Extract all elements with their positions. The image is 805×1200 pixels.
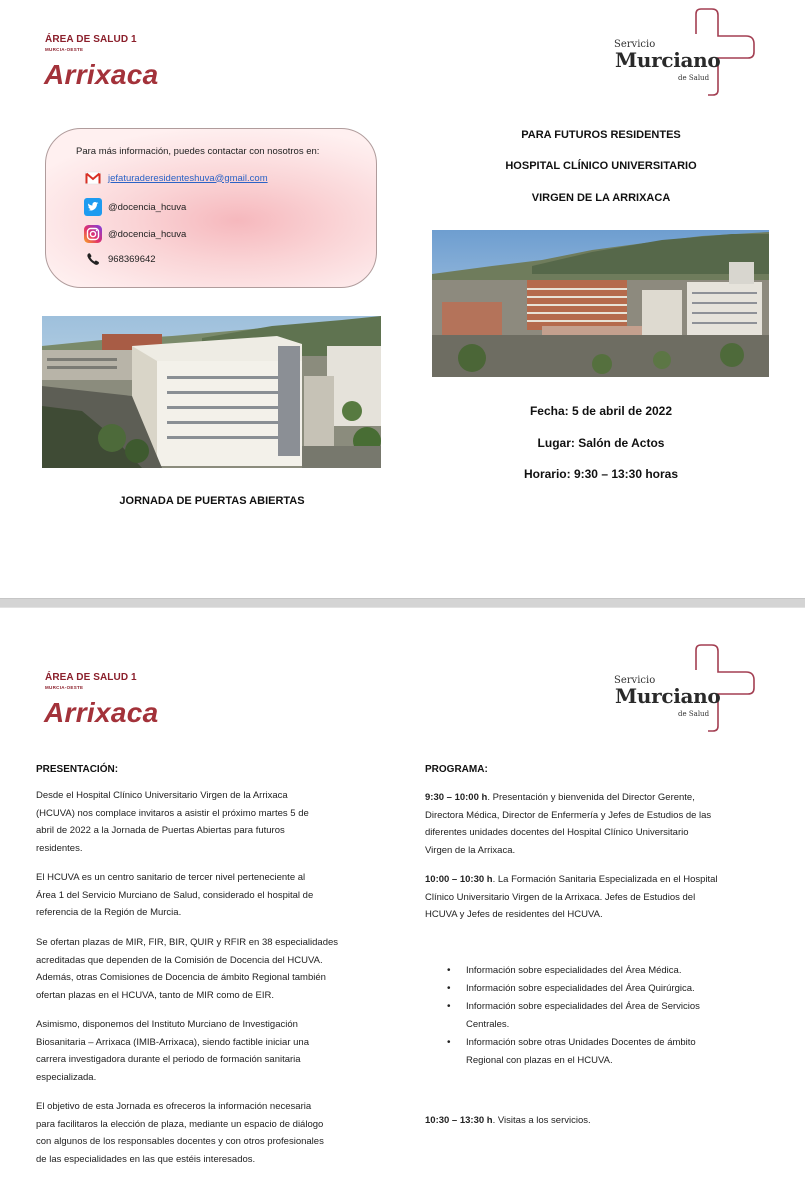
- logo-line-salud: de Salud: [678, 710, 710, 718]
- text-line: ofertan plazas en el HCUVA, tanto de MIR como de EIR.: [36, 989, 274, 1001]
- presentacion-paragraph-2: [36, 869, 396, 922]
- contact-phone-row[interactable]: [84, 250, 156, 268]
- list-item-text: Centrales.: [466, 1019, 510, 1030]
- text-line: Asimismo, disponemos del Instituto Murciano de Investigación: [36, 1019, 298, 1030]
- contact-instagram-handle[interactable]: @docencia_hcuva: [108, 228, 187, 240]
- contact-twitter-row[interactable]: [84, 198, 186, 216]
- jornada-title: JORNADA DE PUERTAS ABIERTAS: [119, 495, 305, 507]
- event-horario: Horario: 9:30 – 13:30 horas: [523, 467, 679, 481]
- contact-phone-number[interactable]: 968369642: [108, 253, 156, 265]
- list-item-text: Información sobre otras Unidades Docentes de ámbito: [466, 1037, 696, 1048]
- text-line: . Visitas a los servicios.: [492, 1115, 591, 1126]
- area-subtitle: MURCIA-OESTE: [45, 47, 84, 52]
- servicio-murciano-logo: [612, 642, 762, 734]
- text-line: especializada.: [36, 1071, 97, 1083]
- programa-bullet-list: [447, 962, 774, 1070]
- programa-session-1: [425, 789, 785, 859]
- presentacion-paragraph-4: [36, 1016, 396, 1086]
- headline-line-3: VIRGEN DE LA ARRIXACA: [531, 192, 671, 204]
- bullet-icon: •: [447, 983, 451, 994]
- bullet-icon: •: [447, 965, 451, 976]
- list-item: [447, 998, 774, 1016]
- servicio-murciano-logo: [612, 6, 762, 98]
- text-line: residentes.: [36, 842, 83, 854]
- list-item-text: Información sobre especialidades del Área Médica.: [466, 965, 682, 976]
- list-item: [447, 980, 774, 998]
- session-time: 10:00 – 10:30 h: [425, 874, 493, 885]
- list-item-continuation: [464, 1016, 774, 1034]
- phone-icon: [84, 250, 102, 268]
- text-line: El HCUVA es un centro sanitario de tercer nivel perteneciente al: [36, 872, 306, 883]
- session-time: 9:30 – 10:00 h: [425, 792, 488, 803]
- hospital-photo-right: [432, 230, 769, 377]
- text-line: . La Formación Sanitaria Especializada en el Hospital: [492, 874, 718, 885]
- programa-title: PROGRAMA:: [425, 764, 488, 775]
- list-item: [447, 962, 774, 980]
- list-item: [447, 1034, 774, 1052]
- area-title: ÁREA DE SALUD 1: [45, 672, 137, 683]
- programa-session-2: [425, 871, 785, 924]
- text-line: referencia de la Región de Murcia.: [36, 907, 182, 918]
- text-line: Directora Médica, Director de Enfermería y Jefes de Estudios de las: [425, 809, 712, 821]
- list-item-text: Información sobre especialidades del Área de Servicios: [466, 1001, 700, 1012]
- text-line: Desde el Hospital Clínico Universitario Virgen de la Arrixaca: [36, 790, 288, 801]
- headline-line-1: PARA FUTUROS RESIDENTES: [521, 129, 681, 141]
- gmail-icon: [84, 169, 102, 187]
- area-subtitle: MURCIA-OESTE: [45, 685, 84, 690]
- logo-line-servicio: Servicio: [614, 675, 656, 686]
- programa-session-3: [425, 1112, 785, 1130]
- arrixaca-logo: Arrixaca: [44, 697, 159, 728]
- presentacion-paragraph-5: [36, 1098, 396, 1168]
- text-line: acreditadas que dependen de la Comisión de Docencia del HCUVA.: [36, 954, 323, 966]
- logo-line-murciano: Murciano: [615, 684, 721, 708]
- text-line: Se ofertan plazas de MIR, FIR, BIR, QUIR y RFIR en 38 especialidades: [36, 937, 339, 948]
- text-line: (HCUVA) nos complace invitaros a asistir el próximo martes 5 de: [36, 807, 309, 819]
- text-line: carrera investigadora durante el periodo de formación sanitaria: [36, 1054, 301, 1065]
- list-item-text: Información sobre especialidades del Área Quirúrgica.: [466, 983, 695, 994]
- text-line: Clínico Universitario Virgen de la Arrixaca. Jefes de Estudios del: [425, 891, 696, 903]
- bullet-icon: •: [447, 1037, 451, 1048]
- text-line: HCUVA y Jefes de residentes del HCUVA.: [425, 909, 603, 920]
- page-separator: [0, 598, 805, 608]
- logo-line-servicio: Servicio: [614, 39, 656, 50]
- text-line: Además, otras Comisiones de Docencia de ámbito Regional también: [36, 972, 326, 983]
- text-line: diferentes unidades docentes del Hospital Clínico Universitario: [425, 827, 689, 838]
- contact-instagram-row[interactable]: [84, 225, 186, 243]
- twitter-icon: [84, 198, 102, 216]
- contact-twitter-handle[interactable]: @docencia_hcuva: [108, 201, 187, 213]
- list-item-text: Regional con plazas en el HCUVA.: [466, 1055, 613, 1066]
- presentacion-paragraph-1: [36, 787, 396, 857]
- text-line: de las especialidades en las que estéis interesados.: [36, 1153, 256, 1165]
- bullet-icon: •: [447, 1001, 451, 1012]
- text-line: para facilitaros la elección de plaza, mediante un espacio de diálogo: [36, 1118, 324, 1130]
- page-1: [0, 0, 805, 598]
- text-line: El objetivo de esta Jornada es ofreceros la información necesaria: [36, 1101, 312, 1112]
- text-line: con algunos de los responsables docentes y con otros profesionales: [36, 1136, 324, 1147]
- session-time: 10:30 – 13:30 h: [425, 1115, 493, 1126]
- arrixaca-logo: Arrixaca: [44, 59, 159, 90]
- text-line: Biosanitaria – Arrixaca (IMIB-Arrixaca), siendo factible iniciar una: [36, 1036, 309, 1048]
- presentacion-paragraph-3: [36, 934, 396, 1004]
- contact-intro: Para más información, puedes contactar con nosotros en:: [76, 146, 320, 157]
- logo-line-salud: de Salud: [678, 74, 710, 82]
- hospital-photo-left: [42, 316, 381, 468]
- text-line: abril de 2022 a la Jornada de Puertas Abiertas para futuros: [36, 825, 285, 836]
- logo-line-murciano: Murciano: [615, 48, 721, 72]
- text-line: . Presentación y bienvenida del Director Gerente,: [487, 792, 695, 803]
- event-fecha: Fecha: 5 de abril de 2022: [529, 404, 673, 418]
- text-line: Virgen de la Arrixaca.: [425, 844, 516, 856]
- event-lugar: Lugar: Salón de Actos: [537, 436, 665, 450]
- contact-box: [45, 128, 377, 288]
- list-item-continuation: [464, 1052, 774, 1070]
- instagram-icon: [84, 225, 102, 243]
- contact-email-row[interactable]: [84, 169, 268, 187]
- contact-email-link[interactable]: jefaturaderesidenteshuva@gmail.com: [108, 172, 268, 184]
- headline-line-2: HOSPITAL CLÍNICO UNIVERSITARIO: [505, 160, 697, 172]
- text-line: Área 1 del Servicio Murciano de Salud, considerado el hospital de: [36, 889, 314, 901]
- presentacion-title: PRESENTACIÓN:: [36, 764, 119, 775]
- area-title: ÁREA DE SALUD 1: [45, 34, 137, 45]
